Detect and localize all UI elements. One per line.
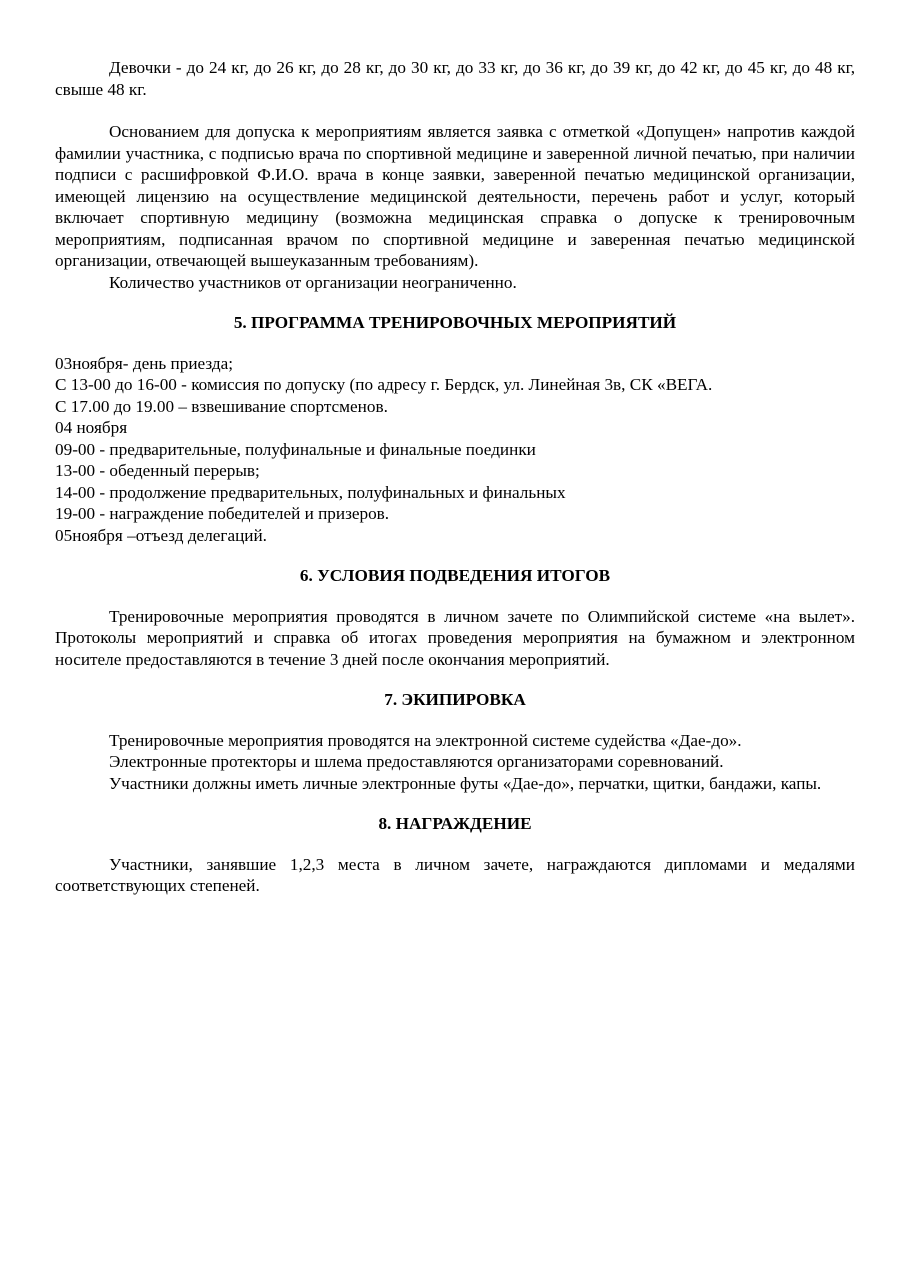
- section-5-schedule: [55, 353, 855, 547]
- section-7-paragraph-1: Тренировочные мероприятия проводятся на электронной системе судейства «Дае-до».: [109, 730, 742, 750]
- schedule-line: С 13-00 до 16-00 - комиссия по допуску (по адресу г. Бердск, ул. Линейная 3в, СК «ВЕГА.: [55, 375, 713, 394]
- schedule-line: 09-00 - предварительные, полуфинальные и финальные поединки: [55, 439, 536, 459]
- schedule-line: 03ноября- день приезда;: [55, 353, 233, 373]
- schedule-line: 14-00 - продолжение предварительных, полуфинальных и финальных: [55, 482, 566, 502]
- admission-paragraph: Основанием для допуска к мероприятиям является заявка с отметкой «Допущен» напротив каждой фамилии участника, с подписью врача по спортивной медицине и заверенной личной печатью, при наличии подписи с расшифровкой Ф.И.О. врача в конце заявки, заверенной печатью медицинской организации, имеющей лицензию на осуществление медицинской деятельности, перечень работ и услуг, который включает спортивную медицину (возможна медицинская справка о допуске к тренировочным мероприятиям, подписанная врачом по спортивной медицине и заверенная печатью медицинской организации, отвечающей вышеуказанным требованиям).: [55, 122, 855, 270]
- section-7-paragraph-2: Электронные протекторы и шлема предоставляются организаторами соревнований.: [109, 752, 724, 771]
- section-7-heading: 7. ЭКИПИРОВКА: [384, 690, 526, 709]
- schedule-line: 04 ноября: [55, 418, 128, 437]
- weights-girls-paragraph: Девочки - до 24 кг, до 26 кг, до 28 кг, до 30 кг, до 33 кг, до 36 кг, до 39 кг, до 42 кг, до 45 кг, до 48 кг, свыше 48 кг.: [55, 58, 855, 99]
- section-6-paragraph: Тренировочные мероприятия проводятся в личном зачете по Олимпийской системе «на вылет». Протоколы мероприятий и справка об итогах проведения мероприятия на бумажном и электронном носителе предоставляются в течение 3 дней после окончания мероприятий.: [55, 606, 855, 669]
- section-8-heading: 8. НАГРАЖДЕНИЕ: [378, 814, 532, 833]
- participants-count-paragraph: Количество участников от организации неограниченно.: [109, 272, 517, 292]
- section-5-heading: 5. ПРОГРАММА ТРЕНИРОВОЧНЫХ МЕРОПРИЯТИЙ: [233, 313, 677, 332]
- schedule-line: С 17.00 до 19.00 – взвешивание спортсменов.: [55, 396, 388, 416]
- section-6-heading: 6. УСЛОВИЯ ПОДВЕДЕНИЯ ИТОГОВ: [299, 566, 611, 585]
- schedule-line: 19-00 - награждение победителей и призеров.: [55, 504, 390, 523]
- document-page: [55, 57, 855, 897]
- section-8-paragraph: Участники, занявшие 1,2,3 места в личном зачете, награждаются дипломами и медалями соответствующих степеней.: [55, 854, 855, 895]
- schedule-line: 05ноября –отъезд делегаций.: [55, 525, 267, 545]
- section-7-paragraph-3: Участники должны иметь личные электронные футы «Дае-до», перчатки, щитки, бандажи, капы.: [109, 773, 822, 793]
- schedule-line: 13-00 - обеденный перерыв;: [55, 461, 260, 480]
